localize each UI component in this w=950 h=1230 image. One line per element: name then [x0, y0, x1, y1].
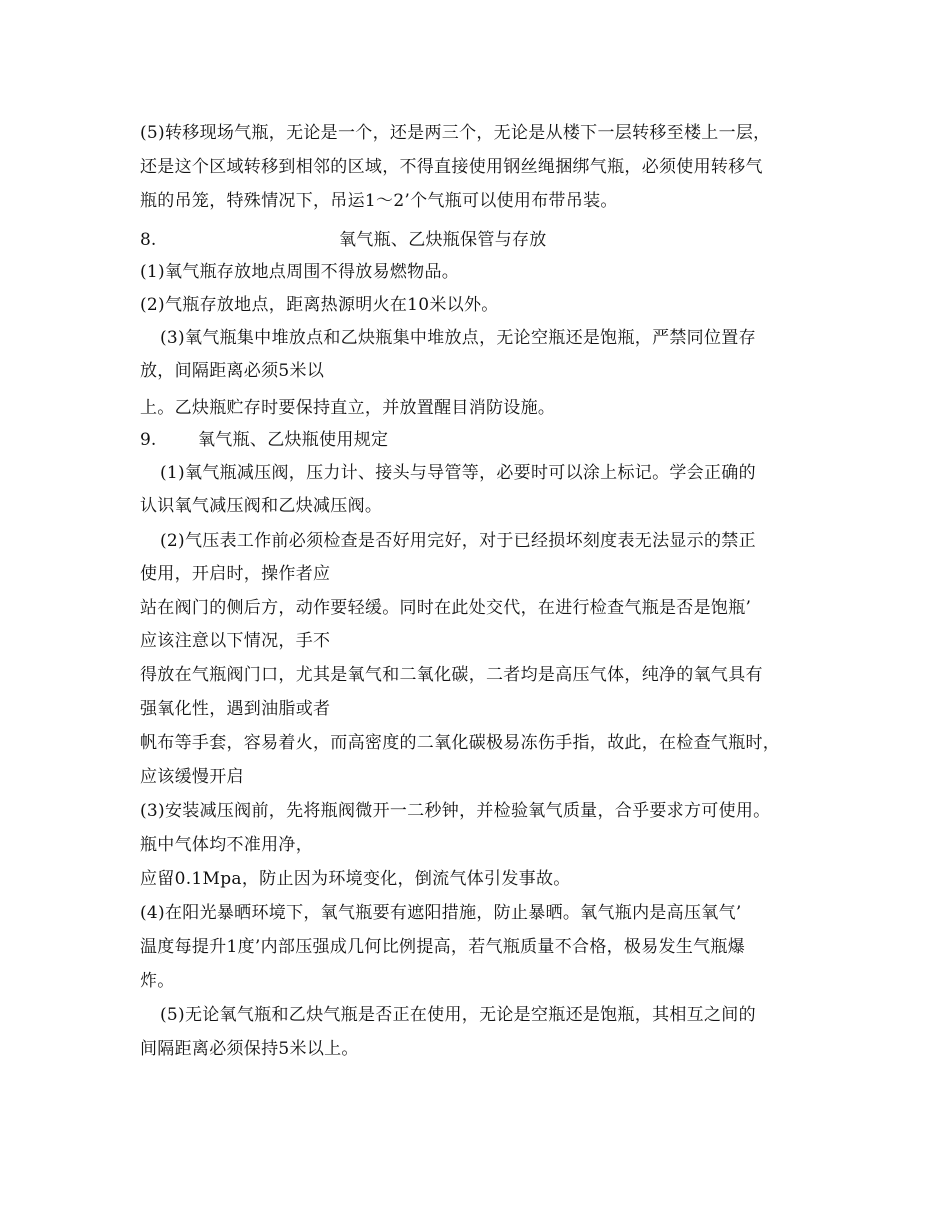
paragraph-line: 站在阀门的侧后方，动作要轻缓。同时在此处交代，在进行检查气瓶是否是饱瓶’	[140, 598, 752, 618]
section-8-title: 氧气瓶、乙炔瓶保管与存放	[339, 230, 547, 250]
paragraph-line: 帆布等手套，容易着火，而高密度的二氧化碳极易冻伤手指，故此，在检查气瓶时，	[140, 733, 781, 753]
section-9-number: 9.	[140, 430, 157, 450]
paragraph-line: (3)氧气瓶集中堆放点和乙炔瓶集中堆放点，无论空瓶还是饱瓶，严禁同位置存	[160, 328, 756, 348]
paragraph-line: (1)氧气瓶减压阀，压力计、接头与导管等，必要时可以涂上标记。学会正确的	[160, 463, 756, 483]
paragraph-line: (5)转移现场气瓶，无论是一个，还是两三个，无论是从楼下一层转移至楼上一层，	[140, 123, 771, 143]
paragraph-line: 瓶中气体均不准用净，	[140, 835, 313, 855]
paragraph-line: (4)在阳光暴晒环境下，氧气瓶要有遮阳措施，防止暴晒。氧气瓶内是高压氧气’	[140, 903, 742, 923]
paragraph-line: 应该缓慢开启	[140, 767, 244, 787]
paragraph-line: 上。乙炔瓶贮存时要保持直立，并放置醒目消防设施。	[140, 398, 556, 418]
paragraph-line: 瓶的吊笼，特殊情况下，吊运1～2’个气瓶可以使用布带吊装。	[140, 191, 618, 211]
paragraph-line: (2)气瓶存放地点，距离热源明火在10米以外。	[140, 295, 499, 315]
paragraph-line: 还是这个区域转移到相邻的区域，不得直接使用钢丝绳捆绑气瓶，必须使用转移气	[140, 157, 763, 177]
paragraph-line: (2)气压表工作前必须检查是否好用完好，对于已经损坏刻度表无法显示的禁正	[160, 531, 756, 551]
paragraph-line: (3)安装减压阀前，先将瓶阀微开一二秒钟，并检验氧气质量，合乎要求方可使用。	[140, 801, 771, 821]
paragraph-line: 放，间隔距离必须5米以	[140, 361, 325, 381]
section-9-title: 氧气瓶、乙炔瓶使用规定	[198, 430, 389, 450]
paragraph-line: 认识氧气减压阀和乙炔减压阀。	[140, 496, 383, 516]
section-8-number: 8.	[140, 230, 157, 250]
paragraph-line: 炸。	[140, 971, 175, 991]
paragraph-line: 使用，开启时，操作者应	[140, 564, 331, 584]
paragraph-line: 应该注意以下情况，手不	[140, 631, 331, 651]
paragraph-line: 强氧化性，遇到油脂或者	[140, 699, 331, 719]
paragraph-line: (5)无论氧气瓶和乙炔气瓶是否正在使用，无论是空瓶还是饱瓶，其相互之间的	[160, 1005, 756, 1025]
paragraph-line: 间隔距离必须保持5米以上。	[140, 1039, 359, 1059]
paragraph-line: (1)氧气瓶存放地点周围不得放易燃物品。	[140, 262, 460, 282]
paragraph-line: 温度每提升1度’内部压强成几何比例提高，若气瓶质量不合格，极易发生气瓶爆	[140, 937, 746, 957]
paragraph-line: 应留0.1Mpa，防止因为环境变化，倒流气体引发事故。	[140, 869, 571, 889]
paragraph-line: 得放在气瓶阀门口，尤其是氧气和二氧化碳，二者均是高压气体，纯净的氧气具有	[140, 665, 763, 685]
